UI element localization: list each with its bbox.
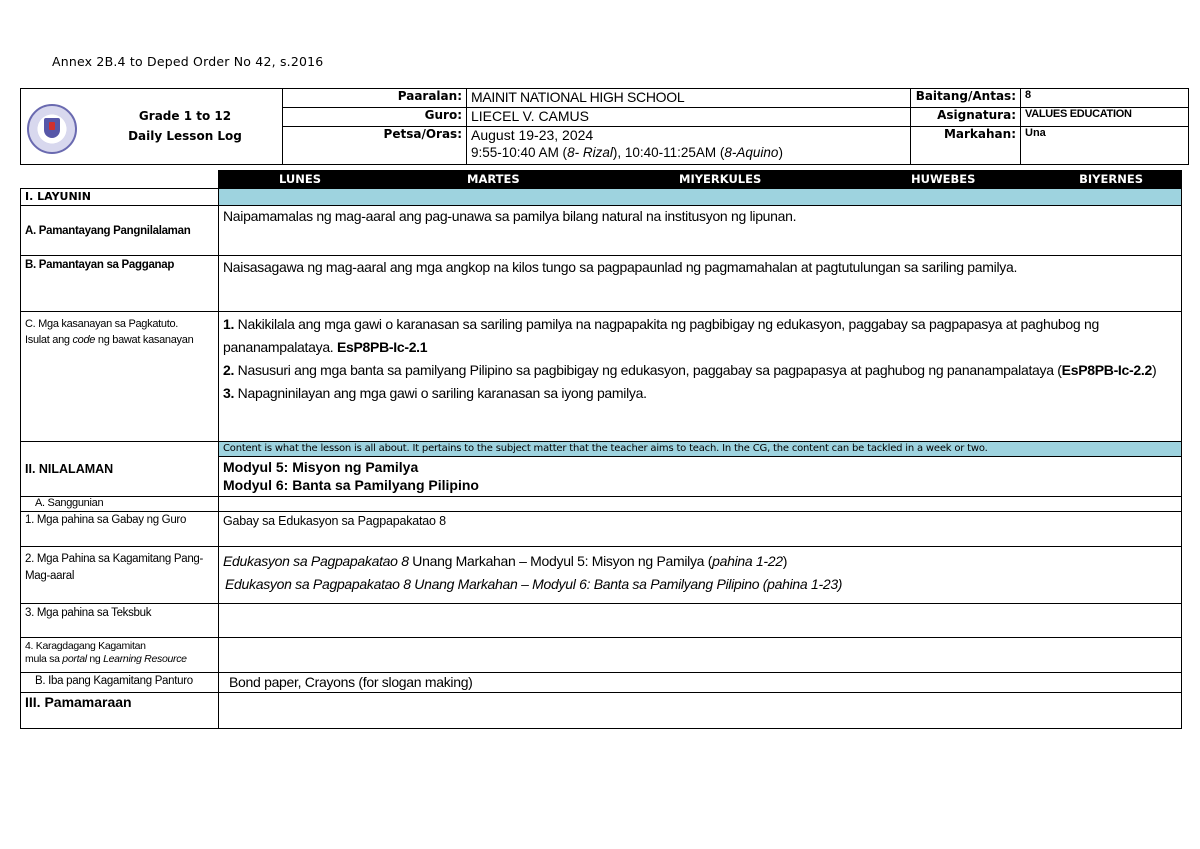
baitang-value: 8	[1021, 89, 1189, 108]
layunin-bar	[219, 189, 1182, 206]
grade-range: Grade 1 to 12	[138, 109, 232, 123]
school-logo-cell	[21, 89, 283, 165]
modyul-5: Modyul 5: Misyon ng Pamilya	[223, 459, 419, 475]
day-lunes: LUNES	[219, 171, 455, 189]
deped-seal-icon	[27, 104, 77, 154]
markahan-label: Markahan:	[911, 127, 1021, 165]
guro-value: LIECEL V. CAMUS	[467, 108, 911, 127]
kasanayan-value	[219, 312, 1182, 442]
iba-value: Bond paper, Crayons (for slogan making)	[219, 673, 1182, 693]
gabay-value: Gabay sa Edukasyon sa Pagpapakatao 8	[219, 512, 1182, 547]
nilalaman-label: II. NILALAMAN	[21, 442, 219, 497]
baitang-label: Baitang/Antas:	[911, 89, 1021, 108]
asignatura-label: Asignatura:	[911, 108, 1021, 127]
kasanayan-item-1: 1. Nakikilala ang mga gawi o karanasan sa sariling pamilya na nagpapakita ng pagbibigay ng edukasyon, paggabay sa pagpapasya at paghubog ng pananampalataya. EsP8PB-Ic-2.1	[223, 316, 1099, 355]
nilalaman-value	[219, 457, 1182, 497]
karagdagang-label: 4. Karagdagang Kagamitan mula sa portal ng Learning Resource	[21, 638, 219, 673]
day-huwebes: HUWEBES	[911, 171, 1021, 189]
sanggunian-value	[219, 497, 1182, 512]
day-biyernes: BIYERNES	[1021, 171, 1182, 189]
petsa-label: Petsa/Oras:	[283, 127, 467, 165]
lesson-table	[20, 170, 1182, 729]
kasanayan-label: C. Mga kasanayan sa Pagkatuto. Isulat ang code ng bawat kasanayan	[21, 312, 219, 442]
pamamaraan-value	[219, 693, 1182, 729]
sanggunian-label: A. Sanggunian	[21, 497, 219, 512]
header-table	[20, 88, 1189, 165]
annex-reference: Annex 2B.4 to Deped Order No 42, s.2016	[52, 54, 324, 69]
log-title: Daily Lesson Log	[128, 129, 242, 143]
kagamitang-modyul-6: Edukasyon sa Pagpapakatao 8 Unang Markahan – Modyul 6: Banta sa Pamilyang Pilipino (pahina 1-23)	[225, 576, 843, 592]
gabay-label: 1. Mga pahina sa Gabay ng Guro	[21, 512, 219, 547]
deped-logo	[27, 104, 77, 154]
paaralan-value: MAINIT NATIONAL HIGH SCHOOL	[467, 89, 911, 108]
iba-label: B. Iba pang Kagamitang Panturo	[21, 673, 219, 693]
modyul-6: Modyul 6: Banta sa Pamilyang Pilipino	[223, 477, 479, 493]
petsa-date: August 19-23, 2024	[471, 127, 594, 143]
content-note: Content is what the lesson is all about. It pertains to the subject matter that the teacher aims to teach. In the CG, the content can be tackled in a week or two.	[219, 442, 1182, 457]
kasanayan-item-3: 3. Napagninilayan ang mga gawi o sariling karanasan sa iyong pamilya.	[223, 385, 647, 401]
teksbuk-value	[219, 604, 1182, 638]
pamantayang-value: Naipamamalas ng mag-aaral ang pag-unawa sa pamilya bilang natural na institusyon ng lipunan.	[219, 206, 1182, 256]
paaralan-label: Paaralan:	[283, 89, 467, 108]
kagamitang-value	[219, 547, 1182, 604]
markahan-value: Una	[1021, 127, 1189, 165]
day-miyerkules: MIYERKULES	[679, 171, 911, 189]
pamantayang-label: A. Pamantayang Pangnilalaman	[21, 206, 219, 256]
pagganap-value: Naisasagawa ng mag-aaral ang mga angkop na kilos tungo sa pagpapaunlad ng pagmamahalan at pagtutulungan sa sariling pamilya.	[219, 256, 1182, 312]
karagdagang-value	[219, 638, 1182, 673]
pagganap-label: B. Pamantayan sa Pagganap	[21, 256, 219, 312]
kasanayan-item-2: 2. Nasusuri ang mga banta sa pamilyang Pilipino sa pagbibigay ng edukasyon, paggabay sa pagpapasya at paghubog ng pananampalataya (EsP8PB-Ic-2.2)	[223, 362, 1157, 378]
asignatura-value: VALUES EDUCATION	[1021, 108, 1189, 127]
petsa-value	[467, 127, 911, 165]
oras-schedule: 9:55-10:40 AM (8- Rizal), 10:40-11:25AM (8-Aquino)	[471, 145, 783, 160]
kagamitang-label: 2. Mga Pahina sa Kagamitang Pang-Mag-aaral	[21, 547, 219, 604]
teksbuk-label: 3. Mga pahina sa Teksbuk	[21, 604, 219, 638]
pamamaraan-heading: III. Pamamaraan	[21, 693, 219, 729]
day-martes: MARTES	[455, 171, 679, 189]
guro-label: Guro:	[283, 108, 467, 127]
days-header-row	[21, 171, 1182, 189]
kagamitang-modyul-5: Edukasyon sa Pagpapakatao 8 Unang Markahan – Modyul 5: Misyon ng Pamilya (pahina 1-22)	[223, 553, 788, 569]
layunin-heading: I. LAYUNIN	[21, 189, 219, 206]
